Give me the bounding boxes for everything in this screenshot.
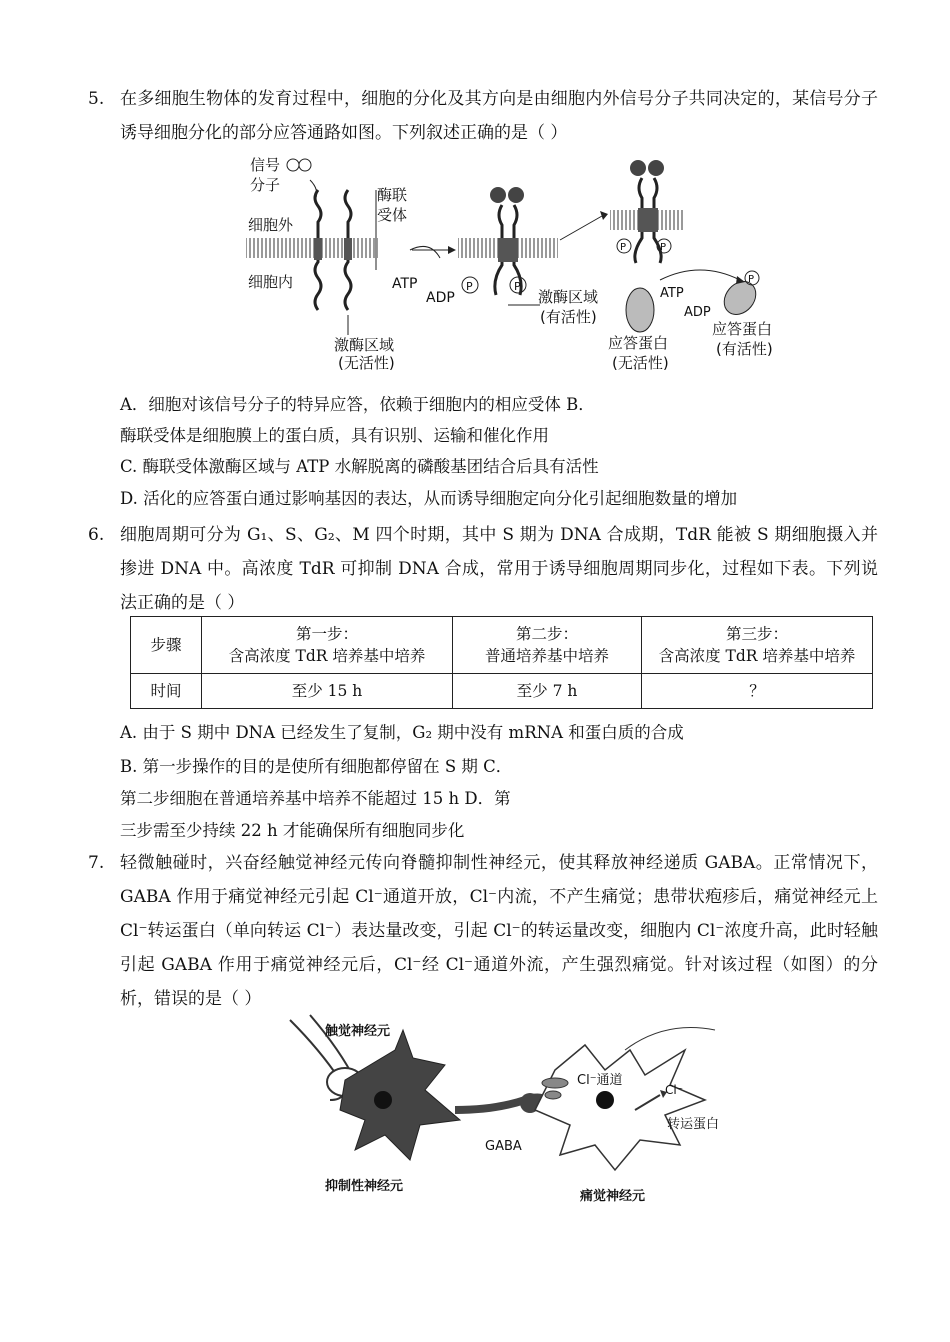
option-a: A. 由于 S 期中 DNA 已经发生了复制，G₂ 期中没有 mRNA 和蛋白质的合成	[120, 723, 684, 742]
question-6	[88, 518, 878, 620]
neuron-figure	[285, 1010, 755, 1210]
fig-label: 受体	[377, 206, 408, 224]
fig-label: 细胞内	[248, 273, 294, 291]
fig-label: 应答蛋白	[608, 334, 669, 352]
fig-label: ADP	[426, 290, 455, 306]
option-a: A．细胞对该信号分子的特异应答，依赖于细胞内的相应受体 B．	[120, 395, 595, 414]
fig-label: (无活性)	[338, 354, 395, 372]
signal-molecule-icon	[287, 159, 299, 171]
fig-label: Cl⁻	[665, 1083, 684, 1097]
fig-label: P	[620, 242, 627, 253]
table-cell: 步骤	[131, 617, 202, 674]
table-cell	[642, 617, 873, 674]
pain-neuron-body	[535, 1045, 705, 1170]
question-5	[88, 82, 878, 150]
table-row	[131, 674, 873, 709]
bound-signal-icon	[508, 187, 524, 203]
nucleus-icon	[374, 1091, 392, 1109]
fig-label: P	[514, 280, 521, 293]
fig-label: (有活性)	[540, 308, 597, 326]
cell-line: 第三步：	[725, 625, 788, 643]
table-cell: 至少 15 h	[202, 674, 453, 709]
cell-line: 第一步：	[295, 625, 358, 643]
fig-label: ATP	[660, 286, 684, 301]
fig-label: 细胞外	[248, 216, 294, 234]
table-cell: 至少 7 h	[453, 674, 642, 709]
table-cell	[202, 617, 453, 674]
option-c: C. 酶联受体激酶区域与 ATP 水解脱离的磷酸基团结合后具有活性	[120, 457, 599, 476]
fig-label: ATP	[392, 276, 418, 292]
fig-label: GABA	[485, 1139, 522, 1154]
fig-label: P	[748, 274, 755, 285]
question-number: 5.	[88, 89, 105, 109]
fig-label: 转运蛋白	[667, 1117, 720, 1132]
bound-signal-icon	[648, 160, 664, 176]
response-protein-inactive	[626, 288, 654, 332]
option-d: 三步需至少持续 22 h 才能确保所有细胞同步化	[120, 821, 465, 840]
cell-line: 普通培养基中培养	[484, 647, 609, 665]
cell-line: 含高浓度 TdR 培养基中培养	[228, 647, 426, 665]
fig-label: Cl⁻通道	[577, 1073, 623, 1088]
culture-steps-table	[130, 616, 873, 709]
question-text: 轻微触碰时，兴奋经触觉神经元传向脊髓抑制性神经元，使其释放神经递质 GABA。正常情况下，GABA 作用于痛觉神经元引起 Cl⁻通道开放，Cl⁻内流，不产生痛觉；患带状疱疹后，痛觉神经元上 Cl⁻转运蛋白（单向转运 Cl⁻）表达量改变，引起 Cl⁻的转运量改变，细胞内 Cl⁻浓度升高，此时轻触引起 GABA 作用于痛觉神经元后，Cl⁻经 Cl⁻通道外流，产生强烈痛觉。针对该过程（如图）的分析，错误的是（ ）	[120, 853, 878, 1009]
arrow-icon	[310, 180, 317, 200]
fig-label: P	[466, 280, 473, 293]
option-d: D. 活化的应答蛋白通过影响基因的表达，从而诱导细胞定向分化引起细胞数量的增加	[120, 489, 738, 508]
question-number: 6.	[88, 525, 105, 545]
cell-line: 第二步：	[515, 625, 578, 643]
signal-molecule-icon	[299, 159, 311, 171]
fig-label: (无活性)	[612, 354, 669, 372]
table-cell: ？	[642, 674, 873, 709]
table-cell	[453, 617, 642, 674]
fig-label: (有活性)	[716, 340, 773, 358]
bound-signal-icon	[490, 187, 506, 203]
cell-line: 含高浓度 TdR 培养基中培养	[658, 647, 856, 665]
bound-signal-icon	[630, 160, 646, 176]
option-b: B. 第一步操作的目的是使所有细胞都停留在 S 期 C．	[120, 757, 513, 776]
question-number: 7.	[88, 853, 105, 873]
receptor-pathway-figure	[240, 150, 800, 380]
fig-label: 应答蛋白	[712, 320, 773, 338]
nucleus-icon	[596, 1091, 614, 1109]
membrane	[246, 238, 378, 258]
question-7	[88, 846, 878, 1016]
fig-label: 激酶区域	[538, 288, 599, 306]
fig-label: ADP	[684, 305, 711, 320]
question-text: 在多细胞生物体的发育过程中，细胞的分化及其方向是由细胞内外信号分子共同决定的，某信号分子诱导细胞分化的部分应答通路如图。下列叙述正确的是（ ）	[120, 89, 878, 143]
fig-label: 痛觉神经元	[580, 1189, 646, 1204]
fig-label: 抑制性神经元	[325, 1179, 404, 1194]
fig-label: 激酶区域	[334, 336, 395, 354]
fig-label: 酶联	[377, 186, 408, 204]
option-b: 酶联受体是细胞膜上的蛋白质，具有识别、运输和催化作用	[120, 426, 549, 445]
fig-label: P	[660, 242, 667, 253]
inhibitory-neuron-body	[340, 1030, 460, 1160]
fig-label: 分子	[250, 176, 281, 194]
table-cell: 时间	[131, 674, 202, 709]
option-c: 第二步细胞在普通培养基中培养不能超过 15 h D．第	[120, 789, 511, 808]
question-text: 细胞周期可分为 G₁、S、G₂、M 四个时期，其中 S 期为 DNA 合成期，TdR 能被 S 期细胞摄入并掺进 DNA 中。高浓度 TdR 可抑制 DNA 合成，常用于诱导细胞周期同步化，过程如下表。下列说法正确的是（ ）	[120, 525, 878, 613]
table-row	[131, 617, 873, 674]
fig-label: 触觉神经元	[325, 1024, 391, 1039]
fig-label: 信号	[250, 156, 281, 174]
